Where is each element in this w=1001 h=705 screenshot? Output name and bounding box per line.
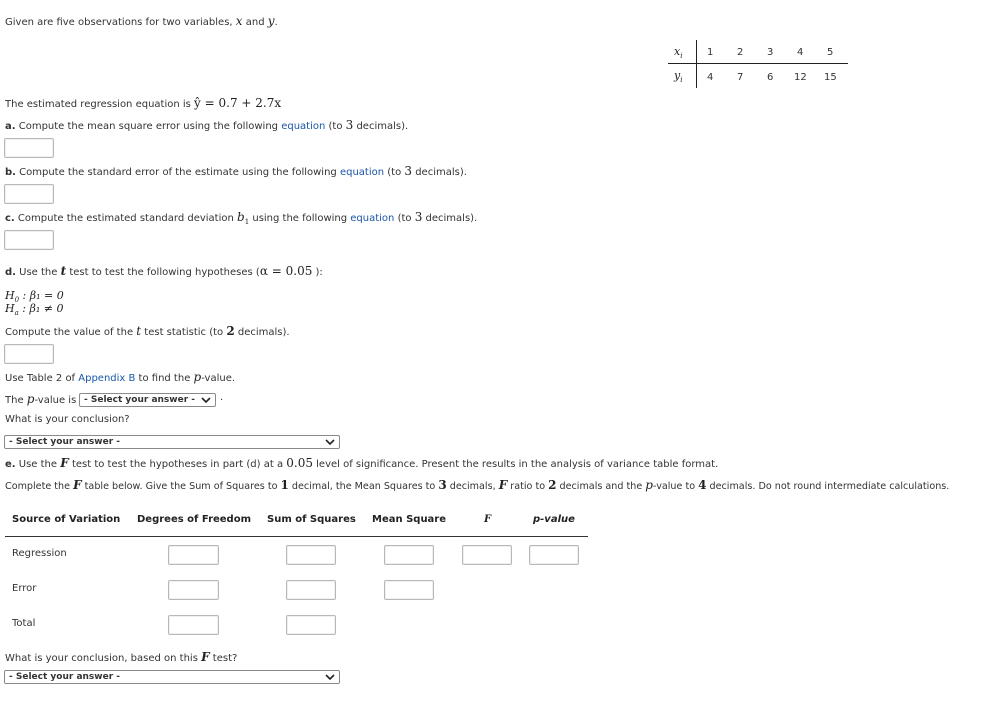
part-c-question: c. Compute the estimated standard deviation $b_1$ using the following equation (to 3 decimals). — [5, 210, 478, 226]
conclusion-question: What is your conclusion? — [5, 414, 130, 425]
header-ss: Sum of Squares — [267, 514, 356, 525]
part-d-question: d. Use the t test to test the following hypotheses (α = 0.05 ): — [5, 264, 323, 278]
y-value: 7 — [737, 72, 744, 83]
row-label-total: Total — [12, 618, 36, 629]
part-e-question: e. Use the F test to test the hypotheses in part (d) at a 0.05 level of significance. Present the results in the analysis of variance table format. — [5, 456, 719, 470]
x-value: 2 — [737, 47, 744, 58]
equation-link[interactable]: equation — [339, 167, 385, 178]
std-dev-b1-input[interactable] — [4, 230, 54, 250]
t-test-conclusion-select[interactable]: - Select your answer - — [4, 435, 340, 449]
header-source: Source of Variation — [12, 514, 121, 525]
header-divider — [5, 536, 588, 537]
x-value: 1 — [707, 47, 714, 58]
f-test-conclusion-select[interactable]: - Select your answer - — [4, 670, 340, 684]
mse-input[interactable] — [4, 138, 54, 158]
equation-link[interactable]: equation — [281, 121, 326, 132]
x-value: 5 — [827, 47, 834, 58]
appendix-b-link[interactable]: Appendix B — [78, 373, 136, 384]
y-label: $y_i$ — [674, 69, 683, 85]
appendix-prompt: Use Table 2 of Appendix B to find the p-value. — [5, 370, 236, 384]
chevron-down-icon — [325, 436, 335, 448]
row-label-error: Error — [12, 583, 37, 594]
x-value: 4 — [797, 47, 804, 58]
y-value: 12 — [794, 72, 807, 83]
regression-p-value-input[interactable] — [529, 545, 579, 565]
header-f: F — [484, 514, 492, 525]
header-df: Degrees of Freedom — [137, 514, 252, 525]
y-value: 15 — [824, 72, 837, 83]
t-statistic-prompt: Compute the value of the t test statistic (to 2 decimals). — [5, 324, 290, 338]
p-value-select[interactable]: - Select your answer - — [79, 393, 216, 407]
regression-f-input[interactable] — [462, 545, 512, 565]
intro-text: Given are five observations for two variables, x and y. — [5, 14, 278, 28]
error-ms-input[interactable] — [384, 580, 434, 600]
chevron-down-icon — [201, 394, 211, 406]
regression-df-input[interactable] — [168, 545, 219, 565]
y-value: 4 — [707, 72, 714, 83]
regression-ms-input[interactable] — [384, 545, 434, 565]
regression-equation: The estimated regression equation is ŷ = 0.7 + 2.7x — [5, 96, 282, 110]
p-value-label: The p-value is — [5, 392, 77, 406]
p-value-period: . — [220, 392, 224, 403]
total-df-input[interactable] — [168, 615, 219, 635]
total-ss-input[interactable] — [286, 615, 336, 635]
null-hypothesis: $H_0$ : β₁ = 0 — [5, 289, 64, 305]
part-a-question: a. Compute the mean square error using the following equation (to 3 decimals). — [5, 118, 409, 132]
error-df-input[interactable] — [168, 580, 219, 600]
x-label: $x_i$ — [674, 45, 683, 61]
error-ss-input[interactable] — [286, 580, 336, 600]
standard-error-input[interactable] — [4, 184, 54, 204]
alternative-hypothesis: $H_a$ : β₁ ≠ 0 — [5, 302, 64, 318]
y-value: 6 — [767, 72, 774, 83]
t-statistic-input[interactable] — [4, 344, 54, 364]
observations-table — [668, 40, 848, 88]
header-p-value: p-value — [533, 514, 575, 525]
chevron-down-icon — [325, 671, 335, 683]
x-value: 3 — [767, 47, 774, 58]
f-test-conclusion-question: What is your conclusion, based on this F test? — [5, 650, 238, 664]
regression-ss-input[interactable] — [286, 545, 336, 565]
header-ms: Mean Square — [372, 514, 447, 525]
anova-instructions: Complete the F table below. Give the Sum of Squares to 1 decimal, the Mean Squares to 3 decimals, F ratio to 2 decimals and the p-value to 4 decimals. Do not round intermediate calculations. — [5, 478, 950, 492]
row-label-regression: Regression — [12, 548, 67, 559]
equation-link[interactable]: equation — [350, 213, 395, 224]
part-b-question: b. Compute the standard error of the estimate using the following equation (to 3 decimals). — [5, 164, 467, 178]
